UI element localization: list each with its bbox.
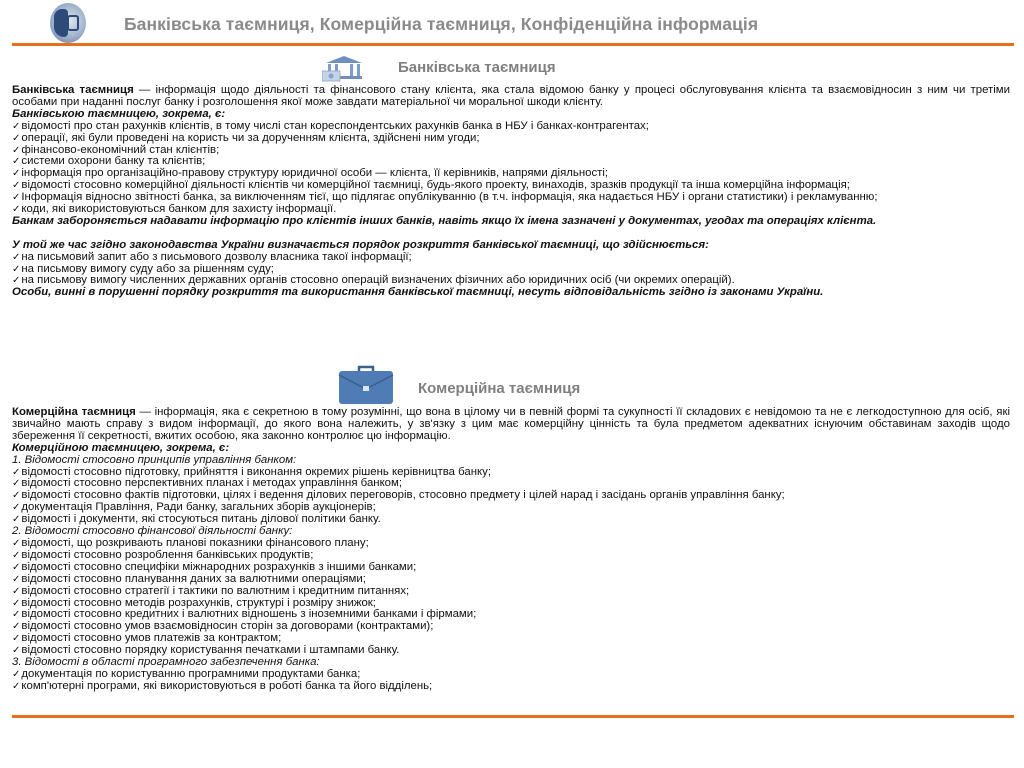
shield-head-lock-icon xyxy=(50,3,86,43)
checkmark-icon: ✓ xyxy=(12,144,21,156)
definition-text: — інформація щодо діяльності та фінансового стану клієнта, яка стала відомою банку у процесі обслуговування клієнта та взаємовідносин з ним чи третіми особами при наданні послуг банку і розголошення якої може завдати матеріальної чи моральної шкоди клієнту. xyxy=(12,84,1010,108)
list-item-text: відомості стосовно комерційної діяльності клієнтів чи комерційної таємниці, будь-якого проекту, винаходів, зразків продукції та інша комерційна інформація; xyxy=(21,179,850,192)
emphasis-paragraph: Особи, винні в порушенні порядку розкриття та використання банківської таємниці, несуть відповідальність згідно із законами України. xyxy=(12,286,824,299)
checkmark-icon: ✓ xyxy=(12,180,21,192)
list-item-text: відомості стосовно планування даних за валютними операціями; xyxy=(21,572,366,585)
list-item-text: Інформація відносно звітності банка, за виключенням тієї, що підлягає опублікуванню (в т.ч. інформація, яка надається НБУ і органи статистики) і рекламуванню; xyxy=(21,191,878,204)
checkmark-icon: ✓ xyxy=(12,275,21,287)
checkmark-icon: ✓ xyxy=(12,537,21,549)
checkmark-icon: ✓ xyxy=(12,502,21,514)
checkmark-icon: ✓ xyxy=(12,549,21,561)
emphasis-paragraph: У той же час згідно законодавства України визначається порядок розкриття банківської таємниці, що здійснюється: xyxy=(12,238,709,251)
checkmark-icon: ✓ xyxy=(12,585,21,597)
checkmark-icon: ✓ xyxy=(12,680,21,692)
list-item-text: інформація про організаційно-правову структуру юридичної особи — клієнта, її керівників, напрями діяльності; xyxy=(21,167,609,180)
commercial-secret-heading: Комерційна таємниця xyxy=(418,380,581,397)
list-item-text: відомості стосовно розроблення банківських продуктів; xyxy=(21,548,314,561)
definition-text: — інформація, яка є секретною в тому розумінні, що вона в цілому чи в певній формі та сукупності її складових є невідомою та не є легкодоступною для осіб, які звичайно мають справу з видом інформації, до якого вона належить, у зв'язку з цим має комерційну цінність та була предметом адекватних існуючим обставинам заходів щодо збереження її секретності, вжитих особою, яка законно контролює цю інформацію. xyxy=(12,406,1010,442)
list-item-text: відомості стосовно умов взаємовідносин сторін за договорами (контрактами); xyxy=(21,620,434,633)
list-item-text: відомості стосовно порядку користування печатками і штампами банку. xyxy=(21,644,400,657)
checkmark-icon: ✓ xyxy=(12,120,21,132)
list-item-text: на письмову вимогу суду або за рішенням суду; xyxy=(21,262,274,275)
list-item-text: відомості і документи, які стосуються питань ділової політики банку. xyxy=(21,513,381,526)
checkmark-icon: ✓ xyxy=(12,263,21,275)
checkmark-icon: ✓ xyxy=(12,561,21,573)
list-item-text: відомості стосовно умов платежів за контрактом; xyxy=(21,632,282,645)
checkmark-icon: ✓ xyxy=(12,168,21,180)
list-item-text: системи охорони банку та клієнтів; xyxy=(21,155,206,168)
emphasis-paragraph: Комерційною таємницею, зокрема, є: xyxy=(12,441,230,454)
checkmark-icon: ✓ xyxy=(12,156,21,168)
list-item-text: відомості стосовно методів розрахунків, структурі і розміру знижок; xyxy=(21,596,376,609)
subheading: 1. Відомості стосовно принципів управління банком: xyxy=(12,453,297,466)
checkmark-icon: ✓ xyxy=(12,597,21,609)
checkmark-icon: ✓ xyxy=(12,573,21,585)
checkmark-icon: ✓ xyxy=(12,621,21,633)
list-item-text: документація Правління, Ради банку, загальних зборів аукціонерів; xyxy=(21,501,376,514)
checkmark-icon: ✓ xyxy=(12,609,21,621)
subheading: 2. Відомості стосовно фінансової діяльності банку: xyxy=(12,525,293,538)
list-item-text: коди, які використовуються банком для захисту інформації. xyxy=(21,203,337,216)
term: Банківська таємниця xyxy=(12,84,134,96)
top-divider xyxy=(12,43,1014,46)
definition-paragraph xyxy=(12,407,1010,443)
definition-paragraph xyxy=(12,85,1010,109)
subheading: 3. Відомості в області програмного забезпечення банка: xyxy=(12,656,320,669)
checkmark-icon: ✓ xyxy=(12,204,21,216)
checkmark-icon: ✓ xyxy=(12,645,21,657)
list-item-text: відомості про стан рахунків клієнтів, в тому числі стан кореспондентських рахунків банка в НБУ і банках-контрагентах; xyxy=(21,119,649,132)
bank-secret-body xyxy=(12,85,1010,299)
checkmark-icon: ✓ xyxy=(12,668,21,680)
bank-building-icon xyxy=(322,55,362,83)
bank-secret-heading: Банківська таємниця xyxy=(398,59,556,76)
list-item-text: відомості стосовно специфіки міжнародних розрахунків з іншими банками; xyxy=(21,560,417,573)
checkmark-icon: ✓ xyxy=(12,633,21,645)
list-item xyxy=(12,681,1010,693)
checkmark-icon: ✓ xyxy=(12,132,21,144)
emphasis-paragraph: Банкам забороняється надавати інформацію про клієнтів інших банків, навіть якщо їх імена зазначені у документах, угодах та операціях клієнта. xyxy=(12,214,877,227)
list-item-text: документація по користуванню програмними продуктами банка; xyxy=(21,667,361,680)
list-item-text: комп'ютерні програми, які використовуються в роботі банка та його відділень; xyxy=(21,679,433,692)
page-title: Банківська таємниця, Комерційна таємниця, Конфіденційна інформація xyxy=(124,14,759,34)
list-item-text: фінансово-економічний стан клієнтів; xyxy=(21,143,220,156)
list-item-text: на письмовий запит або з письмового дозволу власника такої інформації; xyxy=(21,250,412,263)
list-item-text: відомості стосовно кредитних і валютних відношень з іноземними банками і фірмами; xyxy=(21,608,477,621)
list-item-text: операції, які були проведені на користь чи за дорученням клієнта, здійснені ним угоди; xyxy=(21,131,480,144)
checkmark-icon: ✓ xyxy=(12,466,21,478)
checkmark-icon: ✓ xyxy=(12,192,21,204)
checkmark-icon: ✓ xyxy=(12,514,21,526)
list-item-text: відомості стосовно стратегії і тактики по валютним і кредитним питаннях; xyxy=(21,584,410,597)
list-item-text: відомості, що розкривають планові показники фінансового плану; xyxy=(21,536,369,549)
term: Комерційна таємниця xyxy=(12,406,136,418)
commercial-secret-body xyxy=(12,407,1010,693)
bottom-divider xyxy=(12,715,1014,718)
checkmark-icon: ✓ xyxy=(12,251,21,263)
list-item-text: на письмову вимогу численних державних органів стосовно операцій визначених фізичних або юридичних осіб (чи окремих операцій). xyxy=(21,274,735,287)
spacer xyxy=(12,228,1010,240)
emphasis-paragraph: Банківською таємницею, зокрема, є: xyxy=(12,107,226,120)
list-item-text: відомості стосовно перспективних планах і методах управління банком; xyxy=(21,477,403,490)
list-item-text: відомості стосовно фактів підготовки, цілях і ведення ділових переговорів, стосовно предмету і цілей нарад і засідань органів управління банку; xyxy=(21,489,785,502)
checkmark-icon: ✓ xyxy=(12,478,21,490)
briefcase-icon xyxy=(337,365,395,405)
checkmark-icon: ✓ xyxy=(12,490,21,502)
list-item-text: відомості стосовно підготовку, прийняття і виконання окремих рішень керівництва банку; xyxy=(21,465,492,478)
